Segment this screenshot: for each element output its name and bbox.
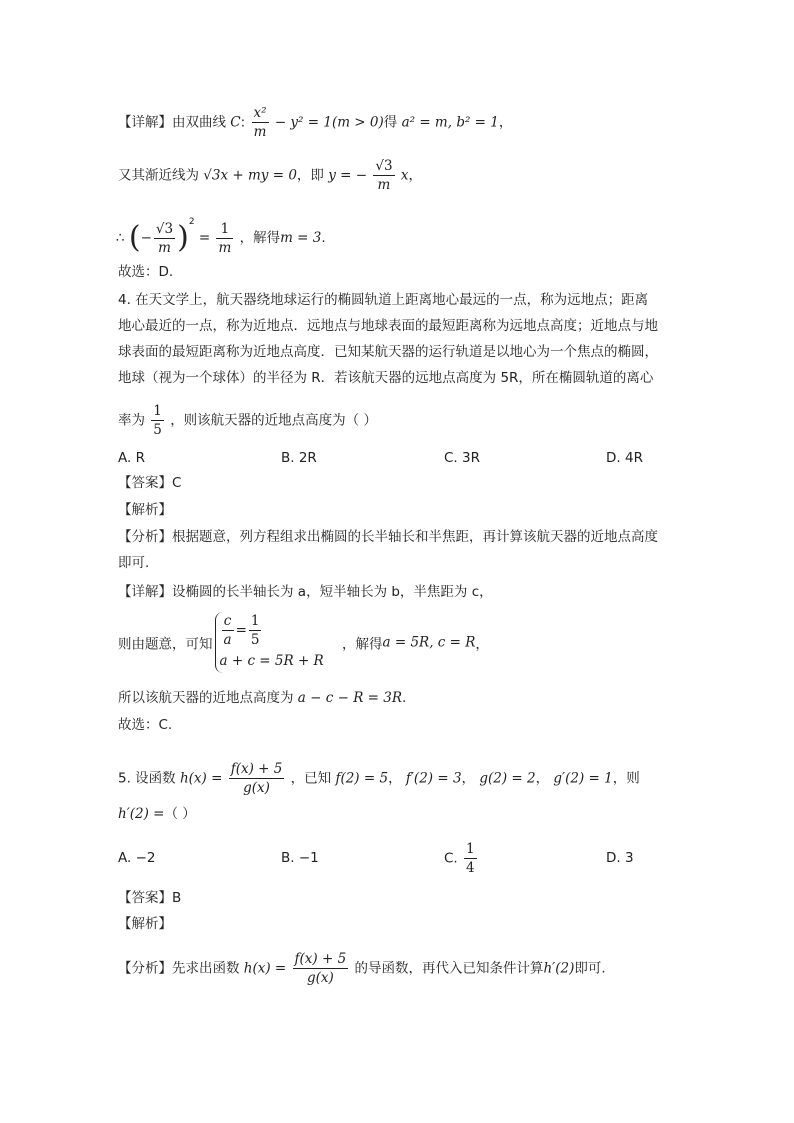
text: ， — [475, 636, 489, 653]
q4-line-5 — [118, 402, 377, 439]
detail-line-2 — [118, 157, 422, 194]
numerator: 1 — [250, 613, 260, 629]
fraction — [216, 220, 233, 257]
option-a: A. R — [118, 450, 145, 466]
numerator: x² — [253, 105, 267, 121]
equation: a + c = 5R + R — [219, 653, 324, 669]
text: ，则 — [612, 770, 640, 787]
q5-line-2 — [118, 804, 196, 824]
denominator: 5 — [250, 632, 260, 648]
fraction — [373, 157, 394, 194]
fraction — [154, 220, 175, 257]
q4-analysis: 【解析】 — [118, 502, 172, 518]
denominator: g(x) — [306, 970, 334, 986]
math: h(x) = — [179, 770, 223, 787]
text: 则由题意，可知 — [118, 636, 213, 653]
denominator: m — [218, 239, 232, 256]
equation-system — [215, 612, 324, 673]
numerator: c — [222, 612, 234, 631]
text: 率为 — [118, 412, 145, 429]
q4-line-1: 4. 在天文学上，航天器绕地球运行的椭圆轨道上距离地心最远的一点，称为远地点；距离 — [118, 292, 649, 308]
fraction — [464, 840, 477, 877]
equals: = — [235, 622, 247, 639]
numerator: 1 — [466, 841, 475, 857]
q4-fenxi-1: 【分析】根据题意，列方程组求出椭圆的长半轴长和半焦距，再计算该航天器的近地点高度 — [118, 529, 658, 545]
fraction — [151, 402, 164, 439]
math: g′(2) = 1 — [553, 770, 613, 787]
fraction — [293, 950, 349, 987]
left-paren: ( — [128, 220, 141, 255]
math: x — [400, 167, 409, 184]
math: a² = m, b² = 1 — [401, 114, 499, 131]
fraction — [229, 760, 285, 797]
q5-analysis: 【解析】 — [118, 916, 172, 932]
therefore-symbol: ∴ — [116, 230, 125, 246]
math: √3x + my = 0 — [203, 167, 297, 184]
denominator: 5 — [153, 422, 162, 438]
exponent: 2 — [188, 217, 195, 227]
q4-detail: 【详解】设椭圆的长半轴长为 a，短半轴长为 b，半焦距为 c， — [118, 584, 493, 600]
math: h(x) = — [243, 960, 287, 977]
numerator: 1 — [153, 403, 162, 419]
text: 的导函数，再代入已知条件计算 — [354, 960, 544, 977]
q4-answer: 【答案】C — [118, 475, 182, 491]
text: 所以该航天器的近地点高度为 — [118, 690, 294, 706]
detail-tag: 【详解】 — [118, 114, 172, 131]
q4-choose: 故选：C. — [118, 717, 173, 733]
option-d: D. 3 — [606, 850, 634, 866]
text: 又其渐近线为 — [118, 167, 199, 184]
text: 即可. — [574, 960, 606, 977]
denominator: m — [377, 177, 391, 193]
option-a: A. −2 — [118, 850, 156, 866]
text: C. — [444, 850, 458, 867]
choose-line: 故选：D. — [118, 264, 174, 280]
fraction — [222, 612, 234, 649]
math: a − c − R = 3R — [297, 690, 403, 706]
math: h′(2) — [543, 960, 575, 977]
math: y = − — [328, 167, 368, 184]
text: ， — [408, 167, 422, 184]
denominator: g(x) — [243, 780, 270, 796]
fraction — [252, 104, 269, 141]
q4-line-2: 地心最近的一点，称为近地点．远地点与地球表面的最短距离称为远地点高度；近地点与地 — [118, 318, 658, 334]
math: f(2) = 5 — [335, 770, 389, 787]
text: 得 — [383, 114, 398, 131]
q4-conclusion — [118, 688, 406, 708]
text: ， — [498, 114, 513, 131]
math: f′(2) = 3 — [405, 770, 462, 787]
q5-options — [118, 840, 678, 880]
numerator: 1 — [216, 220, 233, 239]
denominator: m — [158, 239, 171, 256]
numerator: √3 — [155, 220, 174, 237]
math: g(2) = 2 — [479, 770, 536, 787]
text: ，解得 — [239, 230, 281, 246]
text: 5. 设函数 — [118, 770, 176, 787]
q4-line-3: 球表面的最短距离称为近地点高度．已知某航天器的运行轨道是以地心为一个焦点的椭圆， — [118, 344, 658, 360]
fraction — [249, 612, 262, 649]
math: − y² = 1(m > 0) — [274, 114, 384, 131]
denominator: a — [223, 632, 232, 648]
text: . — [402, 690, 407, 706]
option-c — [444, 840, 479, 877]
option-d: D. 4R — [606, 450, 643, 466]
math: m = 3 — [280, 230, 322, 246]
q5-line-1: 5. 设函数 h(x) = $\frac{f(x) + 5}{g(x)}$ ，已知 f(2) = 5， f′(2) = 3， g(2) = 2， g′(2) = 1，则 — [118, 761, 640, 796]
text: . — [321, 230, 326, 246]
text: （ ） — [164, 806, 196, 822]
q4-system-line — [118, 612, 489, 673]
text: ，即 — [296, 167, 324, 184]
text: 由双曲线 — [172, 114, 226, 131]
q4-line-4: 地球（视为一个球体）的半径为 R．若该航天器的远地点高度为 5R，所在椭圆轨道的离心 — [118, 370, 654, 386]
q5-answer: 【答案】B — [118, 890, 182, 906]
math: a = 5R, c = R — [382, 634, 476, 651]
q4-options — [118, 448, 678, 468]
right-paren: ) — [177, 220, 189, 255]
numerator: √3 — [375, 158, 393, 174]
denominator: 4 — [466, 860, 475, 876]
text: ，已知 — [290, 770, 332, 787]
option-b: B. −1 — [281, 850, 319, 866]
q4-fenxi-2: 即可. — [118, 555, 150, 571]
denominator: m — [253, 124, 267, 140]
option-b: B. 2R — [281, 450, 317, 466]
math: C — [230, 114, 241, 131]
option-c: C. 3R — [444, 450, 480, 466]
numerator: f(x) + 5 — [294, 951, 347, 967]
numerator: f(x) + 5 — [230, 761, 283, 777]
text: ，解得 — [342, 636, 383, 653]
text: : — [240, 114, 246, 131]
math: h′(2) = — [118, 806, 165, 822]
text: ，则该航天器的近地点高度为（ ） — [170, 412, 377, 429]
detail-line-1 — [118, 104, 512, 141]
q5-fenxi — [118, 950, 606, 987]
detail-line-3: ∴ (− $\frac{√3}{m}$ )$^2$ = $\frac{1}{m}$ ，解得m = 3. — [116, 217, 326, 256]
text: 【分析】先求出函数 — [118, 960, 240, 977]
